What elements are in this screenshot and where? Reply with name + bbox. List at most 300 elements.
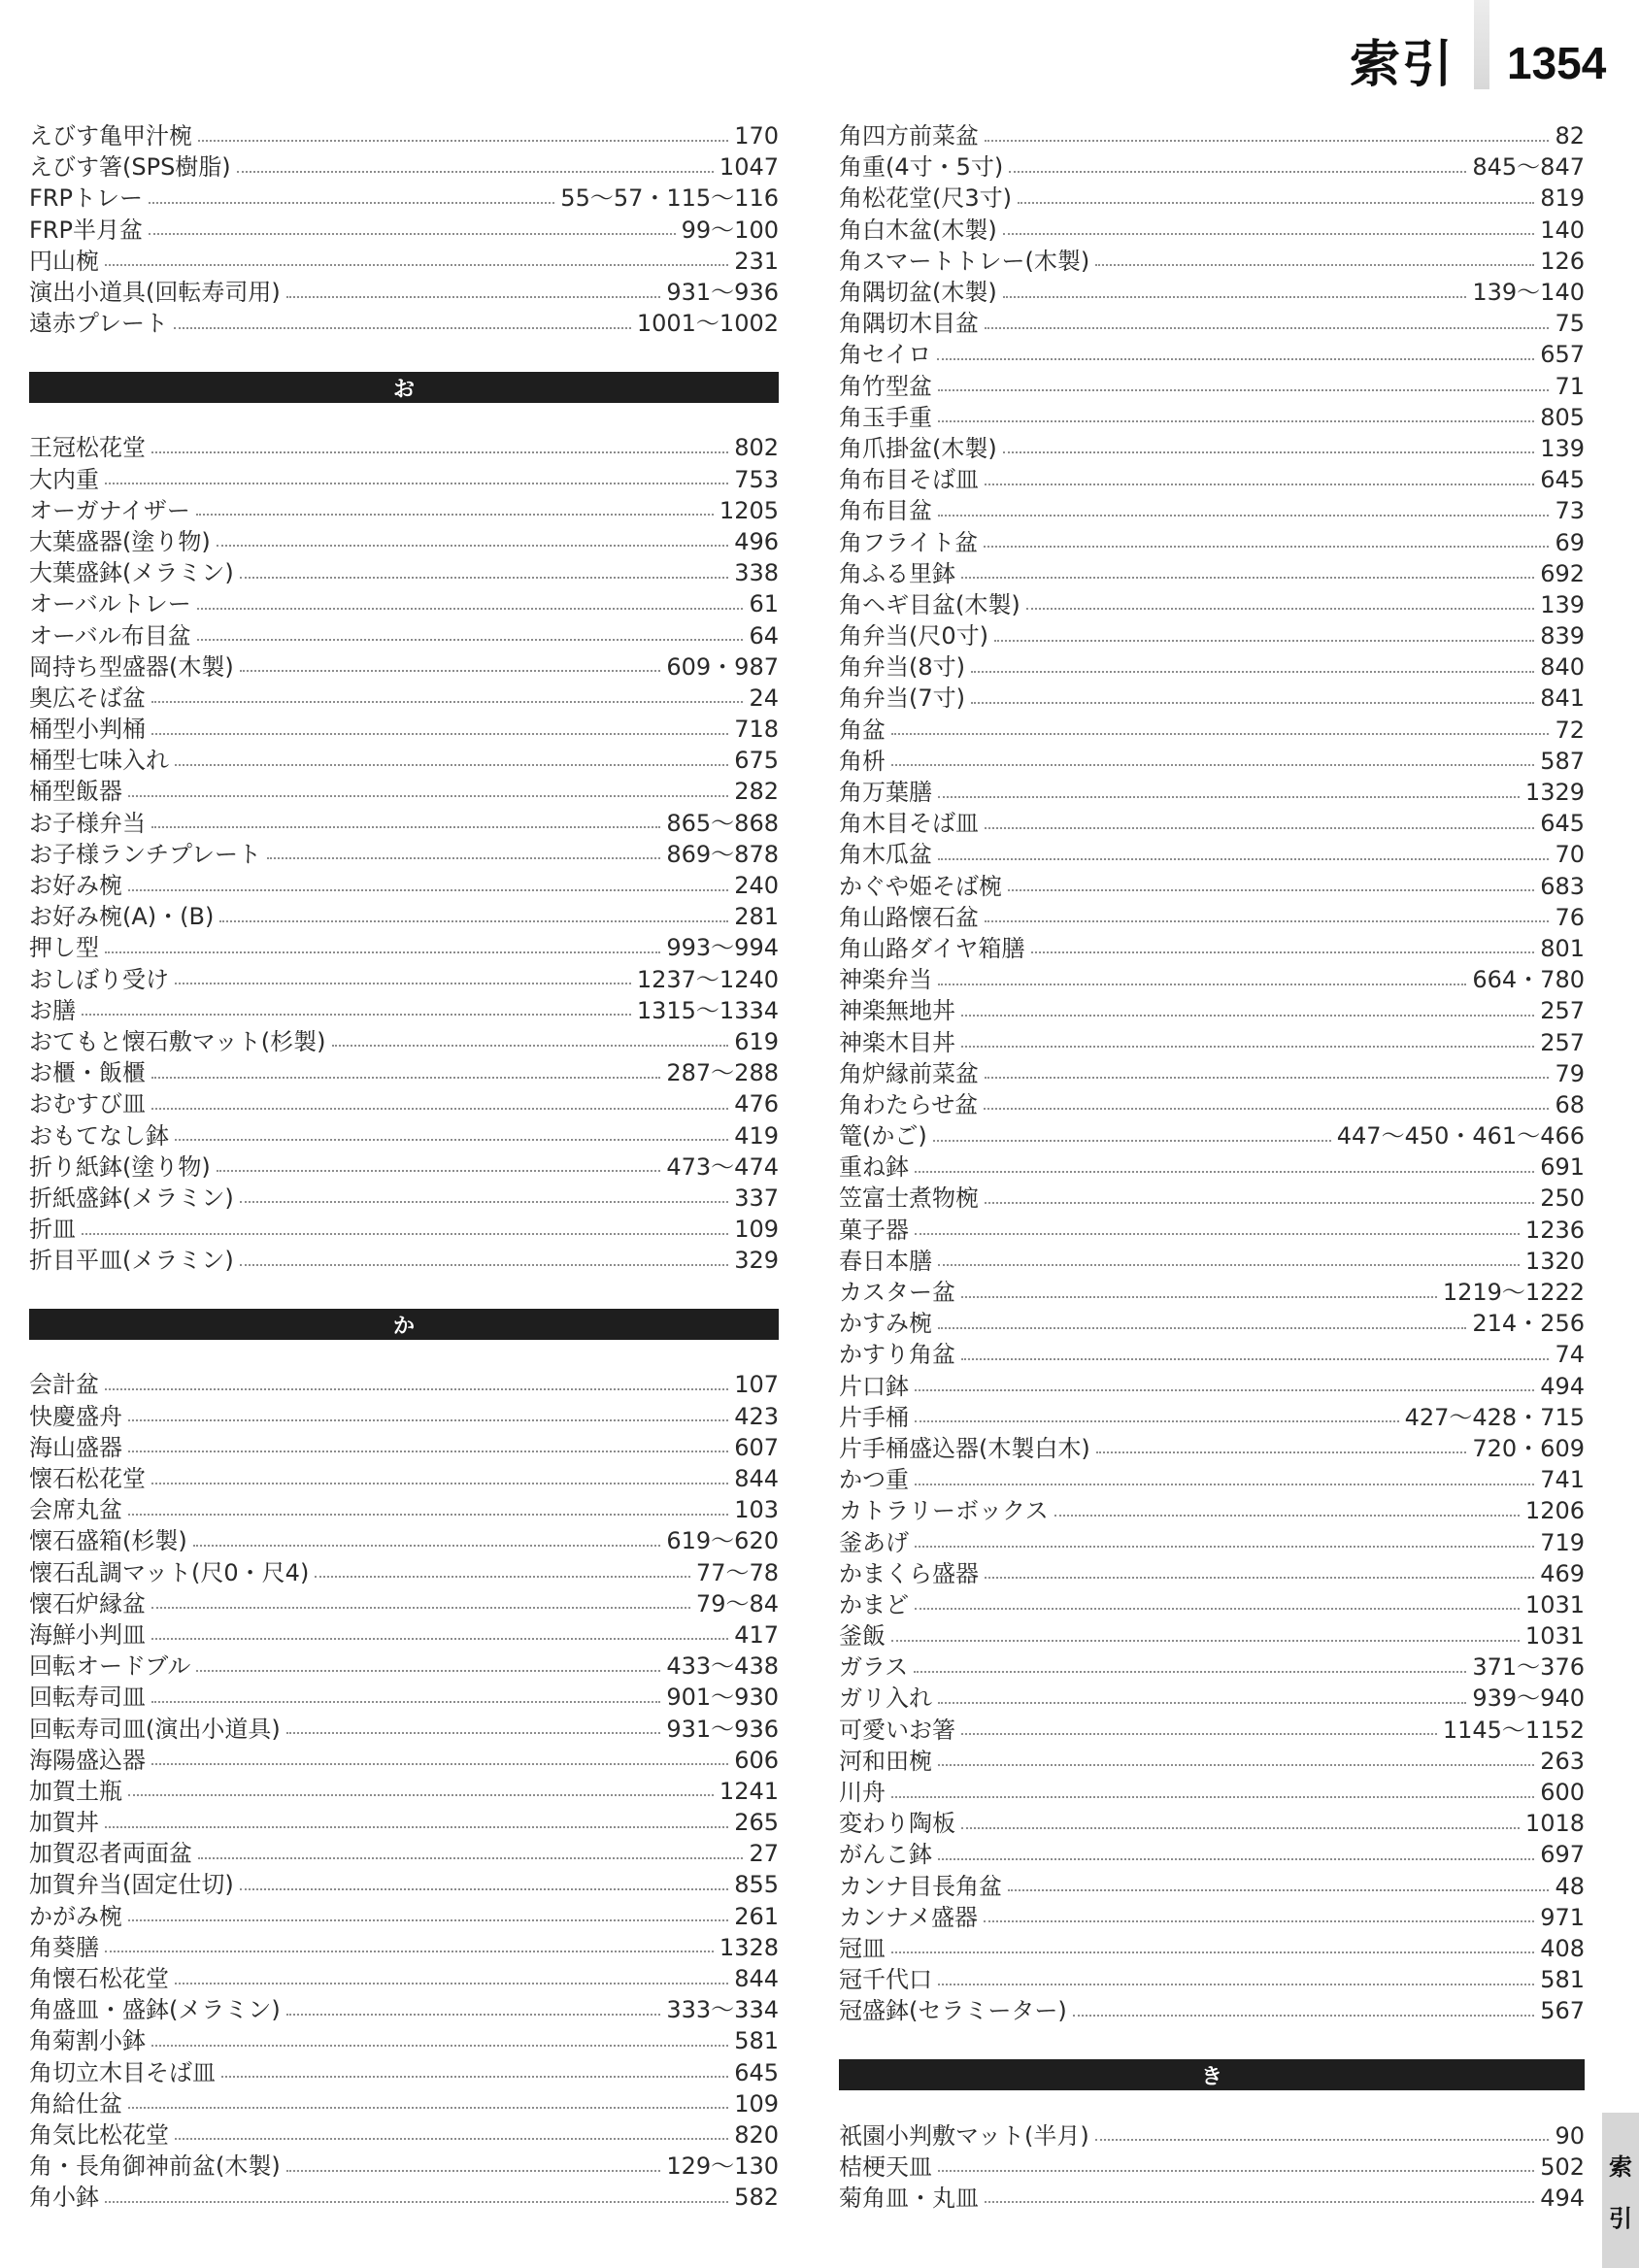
entry-name: 祇園小判敷マット(半月): [839, 2121, 1089, 2150]
index-entry: [29, 2151, 779, 2182]
leader-dots: [891, 732, 1549, 735]
entry-name: おむすび皿: [29, 1090, 146, 1118]
entry-page: 581: [1540, 1966, 1585, 1994]
entry-name: 角山路懐石盆: [839, 903, 979, 931]
leader-dots: [197, 607, 744, 610]
leader-dots: [175, 763, 728, 766]
entry-page: 805: [1540, 403, 1585, 431]
entry-page: 214・256: [1472, 1310, 1585, 1338]
leader-dots: [286, 2013, 661, 2016]
entry-name: 角木目そば皿: [839, 810, 979, 838]
leader-dots: [105, 951, 660, 953]
leader-dots: [82, 1232, 728, 1235]
entry-page: 1329: [1524, 779, 1585, 807]
leader-dots: [151, 1637, 728, 1640]
entry-name: 加賀弁当(固定仕切): [29, 1871, 234, 1899]
index-entry: [839, 1871, 1585, 1902]
entry-page: 371〜376: [1472, 1653, 1585, 1682]
leader-dots: [286, 1731, 661, 1734]
index-entry: [29, 1151, 779, 1183]
index-entry: [29, 588, 779, 619]
entry-name: 角フライト盆: [839, 528, 979, 556]
leader-dots: [175, 2137, 728, 2140]
index-entry: [839, 1558, 1585, 1589]
entry-page: 931〜936: [666, 279, 779, 307]
entry-page: 753: [734, 465, 779, 493]
leader-dots: [286, 2169, 661, 2172]
section-spacer: [29, 339, 779, 372]
index-entry: [29, 120, 779, 151]
index-entry: [839, 1120, 1585, 1151]
leader-dots: [1073, 2014, 1534, 2017]
entry-name: 桶型小判桶: [29, 716, 146, 744]
entry-name: 押し型: [29, 934, 99, 962]
entry-name: がんこ鉢: [839, 1841, 932, 1869]
entry-page: 675: [734, 747, 779, 775]
leader-dots: [891, 1639, 1520, 1642]
entry-name: 加賀忍者両面盆: [29, 1840, 192, 1868]
index-entry: [839, 1777, 1585, 1808]
index-entry: [839, 1933, 1585, 1964]
leader-dots: [915, 1483, 1534, 1485]
leader-dots: [128, 1793, 714, 1796]
index-entry: [29, 2088, 779, 2119]
entry-name: 篭(かご): [839, 1122, 927, 1151]
leader-dots: [151, 700, 743, 703]
entry-name: 角爪掛盆(木製): [839, 434, 997, 462]
leader-dots: [105, 482, 728, 484]
entry-page: 1328: [719, 1933, 779, 1961]
index-entry: [29, 1494, 779, 1525]
leader-dots: [937, 357, 1534, 360]
index-entry: [29, 1432, 779, 1463]
entry-page: 645: [1540, 466, 1585, 494]
entry-page: 109: [734, 1216, 779, 1244]
entry-page: 869〜878: [666, 840, 779, 868]
entry-name: 角弁当(7寸): [839, 684, 965, 713]
entry-name: オーバルトレー: [29, 590, 191, 618]
leader-dots: [1031, 951, 1535, 953]
entry-name: かつ重: [839, 1466, 909, 1494]
entry-page: 607: [734, 1433, 779, 1461]
entry-page: 281: [734, 903, 779, 931]
leader-dots: [219, 919, 728, 922]
entry-name: 懐石盛箱(杉製): [29, 1527, 187, 1555]
entry-page: 419: [734, 1121, 779, 1150]
entry-name: お膳: [29, 996, 76, 1024]
leader-dots: [938, 1763, 1534, 1766]
index-entry: [839, 246, 1585, 277]
index-entry: [839, 308, 1585, 339]
entry-page: 109: [734, 2089, 779, 2118]
leader-dots: [151, 2044, 728, 2047]
entry-name: 海鮮小判皿: [29, 1620, 146, 1649]
index-entry: [839, 1433, 1585, 1464]
entry-page: 261: [734, 1902, 779, 1930]
entry-page: 447〜450・461〜466: [1336, 1122, 1585, 1151]
index-entry: [29, 1932, 779, 1963]
entry-page: 567: [1540, 1997, 1585, 2025]
index-column-left: [29, 120, 779, 2213]
index-entry: [839, 715, 1585, 746]
index-entry: [29, 1214, 779, 1245]
section-spacer: [839, 2026, 1585, 2059]
entry-name: かすり角盆: [839, 1341, 955, 1369]
leader-dots: [128, 1513, 728, 1516]
leader-dots: [1018, 201, 1534, 204]
index-entry: [29, 683, 779, 714]
entry-page: 139〜140: [1472, 279, 1585, 307]
entry-page: 103: [734, 1496, 779, 1524]
entry-name: 角菊割小鉢: [29, 2027, 146, 2055]
leader-dots: [151, 732, 728, 735]
entry-page: 855: [734, 1871, 779, 1899]
entry-name: 折皿: [29, 1216, 76, 1244]
entry-page: 683: [1540, 872, 1585, 900]
entry-page: 476: [734, 1090, 779, 1118]
index-entry: [839, 1746, 1585, 1777]
entry-page: 619: [734, 1027, 779, 1055]
entry-name: 冠皿: [839, 1934, 886, 1962]
index-entry: [29, 1745, 779, 1776]
entry-page: 76: [1555, 903, 1585, 931]
entry-page: 82: [1555, 122, 1585, 150]
leader-dots: [221, 2075, 728, 2078]
index-entry: [839, 1495, 1585, 1526]
index-entry: [29, 1088, 779, 1119]
leader-dots: [174, 326, 631, 329]
index-entry: [29, 1901, 779, 1932]
entry-name: かぐや姫そば椀: [839, 872, 1002, 900]
index-entry: [839, 808, 1585, 839]
leader-dots: [961, 1014, 1534, 1017]
index-entry: [29, 1994, 779, 2025]
index-entry: [29, 1807, 779, 1838]
leader-dots: [105, 1825, 728, 1828]
index-entry: [839, 464, 1585, 495]
index-entry: [839, 1464, 1585, 1495]
entry-name: 角・長角御神前盆(木製): [29, 2152, 281, 2181]
index-entry: [29, 1776, 779, 1807]
leader-dots: [938, 1857, 1534, 1860]
leader-dots: [984, 1107, 1549, 1110]
leader-dots: [915, 1170, 1534, 1173]
index-entry: [839, 1715, 1585, 1746]
entry-name: 角隅切盆(木製): [839, 279, 997, 307]
leader-dots: [994, 639, 1534, 642]
entry-name: 奥広そば盆: [29, 684, 146, 712]
leader-dots: [938, 514, 1549, 517]
leader-dots: [985, 826, 1534, 829]
entry-page: 1018: [1524, 1810, 1585, 1838]
entry-page: 841: [1540, 684, 1585, 713]
entry-name: 菊角皿・丸皿: [839, 2184, 979, 2212]
index-entry: [839, 902, 1585, 933]
entry-name: 冠千代口: [839, 1966, 932, 1994]
entry-page: 73: [1555, 497, 1585, 525]
index-entry: [839, 1058, 1585, 1089]
leader-dots: [961, 1295, 1437, 1298]
leader-dots: [1054, 1514, 1520, 1517]
index-entry: [839, 995, 1585, 1026]
index-entry: [29, 1838, 779, 1869]
leader-dots: [938, 983, 1466, 985]
section-header: き: [839, 2059, 1585, 2090]
entry-name: 角盛皿・盛鉢(メラミン): [29, 1996, 281, 2024]
entry-page: 140: [1540, 216, 1585, 244]
entry-page: 1320: [1524, 1247, 1585, 1275]
entry-page: 329: [734, 1247, 779, 1275]
leader-dots: [267, 856, 660, 859]
entry-page: 64: [749, 621, 779, 650]
index-entry: [29, 619, 779, 650]
leader-dots: [933, 1139, 1331, 1142]
index-entry: [839, 1839, 1585, 1870]
entry-page: 1206: [1524, 1497, 1585, 1525]
leader-dots: [128, 888, 728, 891]
leader-dots: [105, 263, 728, 266]
index-entry: [839, 1808, 1585, 1839]
leader-dots: [240, 1887, 728, 1890]
entry-name: 角布目盆: [839, 497, 932, 525]
index-entry: [29, 932, 779, 963]
index-entry: [29, 808, 779, 839]
index-entry: [29, 1119, 779, 1151]
leader-dots: [961, 1732, 1437, 1735]
index-entry: [839, 1620, 1585, 1651]
entry-page: 697: [1540, 1841, 1585, 1869]
leader-dots: [985, 2200, 1534, 2203]
index-entry: [29, 901, 779, 932]
leader-dots: [985, 1076, 1549, 1079]
leader-dots: [151, 1107, 728, 1110]
index-entry: [29, 1369, 779, 1400]
leader-dots: [985, 919, 1549, 922]
leader-dots: [891, 1795, 1534, 1798]
entry-name: 海山盛器: [29, 1433, 122, 1461]
entry-name: 春日本膳: [839, 1247, 932, 1275]
entry-name: 角給仕盆: [29, 2089, 122, 2118]
index-entry: [29, 2182, 779, 2213]
index-entry: [29, 1183, 779, 1214]
index-entry: [29, 215, 779, 246]
entry-name: 円山椀: [29, 247, 99, 275]
index-entry: [839, 683, 1585, 714]
side-index-tab[interactable]: [1602, 2113, 1639, 2268]
entry-page: 931〜936: [666, 1715, 779, 1743]
entry-name: 河和田椀: [839, 1747, 932, 1775]
index-entry: [839, 746, 1585, 777]
entry-name: 角山路ダイヤ箱膳: [839, 934, 1025, 962]
leader-dots: [938, 1701, 1466, 1704]
leader-dots: [984, 545, 1549, 548]
leader-dots: [128, 794, 728, 797]
side-tab-char: 索: [1609, 2153, 1632, 2181]
leader-dots: [1003, 450, 1534, 453]
index-entry: [839, 1246, 1585, 1277]
index-entry: [29, 839, 779, 870]
entry-page: 473〜474: [666, 1152, 779, 1181]
entry-page: 657: [1540, 341, 1585, 369]
entry-name: 懐石炉縁盆: [29, 1589, 146, 1618]
entry-page: 139: [1540, 590, 1585, 618]
index-entry: [839, 120, 1585, 151]
entry-page: 582: [734, 2184, 779, 2212]
entry-name: 角白木盆(木製): [839, 216, 997, 244]
entry-name: おもてなし鉢: [29, 1121, 169, 1150]
entry-page: 820: [734, 2120, 779, 2149]
index-entry: [29, 2119, 779, 2151]
index-entry: [839, 526, 1585, 557]
entry-page: 71: [1555, 372, 1585, 400]
entry-page: 74: [1555, 1341, 1585, 1369]
leader-dots: [915, 1419, 1399, 1422]
index-entry: [839, 151, 1585, 183]
entry-name: 角小鉢: [29, 2184, 99, 2212]
entry-name: 桶型七味入れ: [29, 747, 169, 775]
index-entry: [839, 277, 1585, 308]
section-spacer: [29, 1276, 779, 1309]
entry-name: 遠赤プレート: [29, 310, 169, 338]
leader-dots: [82, 1013, 631, 1016]
entry-name: 角気比松花堂: [29, 2120, 169, 2149]
index-entry: [29, 2057, 779, 2088]
entry-page: 257: [1540, 1028, 1585, 1056]
entry-page: 250: [1540, 1184, 1585, 1213]
index-entry: [839, 589, 1585, 620]
leader-dots: [128, 1918, 728, 1921]
entry-name: 大葉盛鉢(メラミン): [29, 559, 234, 587]
entry-page: 691: [1540, 1153, 1585, 1182]
leader-dots: [332, 1044, 729, 1047]
entry-name: 加賀土瓶: [29, 1777, 122, 1805]
index-entry: [839, 2183, 1585, 2214]
entry-page: 581: [734, 2027, 779, 2055]
leader-dots: [151, 1076, 660, 1079]
entry-page: 287〜288: [666, 1059, 779, 1087]
section-spacer: [29, 403, 779, 432]
entry-name: 角スマートトレー(木製): [839, 247, 1090, 275]
entry-name: 大内重: [29, 465, 99, 493]
leader-dots: [128, 2106, 728, 2109]
page-title: 索引: [1350, 35, 1455, 94]
entry-name: FRP半月盆: [29, 216, 143, 244]
entry-page: 1241: [719, 1777, 779, 1805]
leader-dots: [938, 795, 1520, 798]
entry-name: FRPトレー: [29, 184, 143, 213]
entry-name: 角ヘギ目盆(木製): [839, 590, 1020, 618]
entry-page: 939〜940: [1472, 1684, 1585, 1713]
entry-page: 901〜930: [666, 1684, 779, 1712]
leader-dots: [915, 1388, 1534, 1391]
entry-name: 角切立木目そば皿: [29, 2058, 216, 2086]
entry-name: かまくら盛器: [839, 1559, 979, 1587]
entry-page: 840: [1540, 653, 1585, 682]
entry-name: 桶型飯器: [29, 778, 122, 806]
entry-name: 角炉縁前菜盆: [839, 1059, 979, 1087]
entry-name: 冠盛鉢(セラミーター): [839, 1997, 1067, 2025]
leader-dots: [915, 1232, 1520, 1235]
index-entry: [29, 1245, 779, 1276]
entry-name: 懐石松花堂: [29, 1465, 146, 1493]
index-entry: [839, 620, 1585, 651]
index-entry: [29, 2025, 779, 2056]
index-entry: [29, 1057, 779, 1088]
index-entry: [839, 1308, 1585, 1339]
index-entry: [29, 745, 779, 776]
entry-name: 角葵膳: [29, 1933, 99, 1961]
leader-dots: [151, 825, 660, 828]
index-entry: [29, 995, 779, 1026]
entry-page: 129〜130: [666, 2152, 779, 2181]
entry-name: 角布目そば皿: [839, 466, 979, 494]
index-entry: [839, 1589, 1585, 1620]
index-entry: [29, 1682, 779, 1713]
entry-page: 993〜994: [666, 934, 779, 962]
leader-dots: [240, 576, 728, 579]
side-tab-char: 引: [1609, 2205, 1632, 2232]
leader-dots: [914, 1670, 1466, 1673]
entry-name: えびす箸(SPS樹脂): [29, 153, 231, 182]
entry-name: えびす亀甲汁椀: [29, 122, 192, 150]
entry-page: 282: [734, 778, 779, 806]
leader-dots: [971, 701, 1534, 704]
entry-name: カンナ目長角盆: [839, 1872, 1002, 1900]
index-entry: [839, 1683, 1585, 1714]
entry-page: 48: [1555, 1872, 1585, 1900]
leader-dots: [286, 295, 661, 298]
leader-dots: [961, 1045, 1534, 1048]
entry-name: 角わたらせ盆: [839, 1090, 979, 1118]
section-spacer: [839, 2090, 1585, 2119]
header-tab-marker: [1474, 0, 1489, 89]
entry-page: 802: [734, 434, 779, 462]
entry-page: 333〜334: [666, 1996, 779, 2024]
entry-name: 角盆: [839, 716, 886, 744]
entry-page: 606: [734, 1746, 779, 1774]
leader-dots: [240, 669, 661, 672]
index-entry: [29, 1026, 779, 1057]
index-entry: [29, 1869, 779, 1900]
entry-name: ガラス: [839, 1653, 909, 1682]
entry-name: 折目平皿(メラミン): [29, 1247, 234, 1275]
entry-name: カンナメ盛器: [839, 1903, 979, 1931]
index-entry: [839, 1402, 1585, 1433]
leader-dots: [938, 2169, 1534, 2172]
entry-page: 600: [1540, 1779, 1585, 1807]
leader-dots: [193, 1544, 661, 1547]
entry-page: 801: [1540, 934, 1585, 962]
entry-name: 角重(4寸・5寸): [839, 153, 1004, 182]
entry-name: 回転寿司皿: [29, 1684, 146, 1712]
leader-dots: [961, 1357, 1549, 1360]
entry-name: お櫃・飯櫃: [29, 1059, 146, 1087]
entry-name: 角木瓜盆: [839, 841, 932, 869]
entry-page: 75: [1555, 310, 1585, 338]
entry-page: 77〜78: [695, 1558, 779, 1586]
entry-name: カスター盆: [839, 1279, 955, 1307]
entry-name: 角玉手重: [839, 403, 932, 431]
entry-name: 川舟: [839, 1779, 886, 1807]
entry-page: 69: [1555, 528, 1585, 556]
entry-name: 片手桶: [839, 1403, 909, 1431]
leader-dots: [105, 1950, 714, 1952]
index-entry: [839, 1183, 1585, 1214]
leader-dots: [1095, 2138, 1550, 2141]
index-entry: [29, 1651, 779, 1682]
entry-name: 折紙盛鉢(メラミン): [29, 1184, 234, 1212]
index-entry: [839, 651, 1585, 683]
